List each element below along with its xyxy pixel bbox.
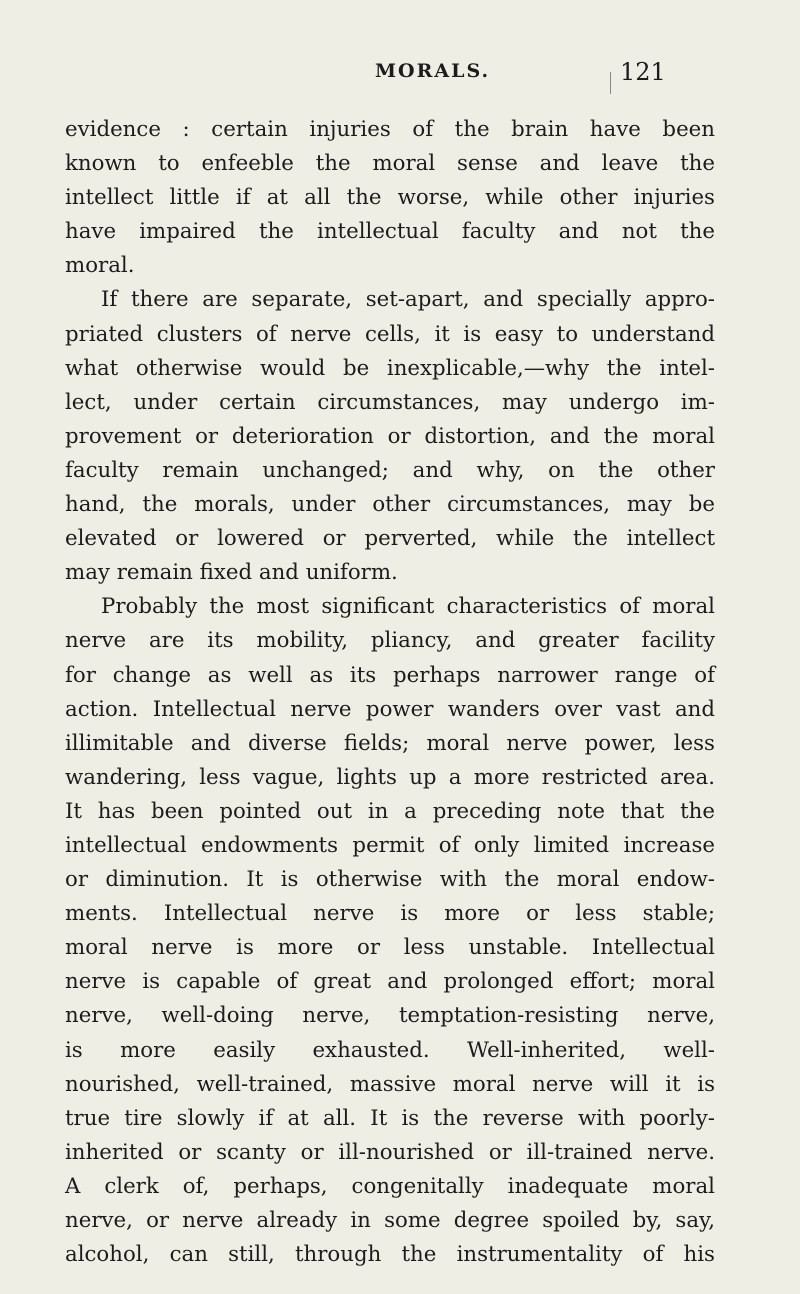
text-line: true tire slowly if at all. It is the reverse with poorly-: [65, 1105, 715, 1131]
text-line: have impaired the intellectual faculty and not the: [65, 219, 715, 245]
text-line: what otherwise would be inexplicable,—why the intel-: [65, 355, 715, 381]
text-line: nourished, well-trained, massive moral nerve will it is: [65, 1071, 715, 1097]
text-line: ments. Intellectual nerve is more or less stable;: [65, 901, 715, 927]
text-line: known to enfeeble the moral sense and leave the: [65, 151, 715, 177]
text-line: or diminution. It is otherwise with the moral endow-: [65, 867, 715, 893]
text-line: nerve, well-doing nerve, temptation-resisting nerve,: [65, 1003, 715, 1029]
text-line: intellect little if at all the worse, while other injuries: [65, 185, 715, 211]
text-line: provement or deterioration or distortion, and the moral: [65, 423, 715, 449]
text-line: moral.: [65, 253, 135, 279]
text-line: nerve is capable of great and prolonged effort; moral: [65, 969, 715, 995]
running-title: MORALS.: [375, 60, 491, 82]
text-line: If there are separate, set-apart, and specially appro-: [101, 287, 715, 313]
text-line: priated clusters of nerve cells, it is easy to understand: [65, 321, 715, 347]
body-text: [65, 113, 715, 1272]
text-line: nerve are its mobility, pliancy, and greater facility: [65, 628, 715, 654]
text-line: for change as well as its perhaps narrower range of: [65, 662, 715, 688]
text-line: alcohol, can still, through the instrumentality of his: [65, 1242, 715, 1268]
text-line: action. Intellectual nerve power wanders over vast and: [65, 696, 715, 722]
text-line: evidence : certain injuries of the brain have been: [65, 117, 715, 142]
text-line: Probably the most significant characteristics of moral: [101, 594, 715, 620]
text-line: A clerk of, perhaps, congenitally inadequate moral: [65, 1173, 715, 1199]
text-line: is more easily exhausted. Well-inherited, well-: [65, 1037, 715, 1063]
text-line: faculty remain unchanged; and why, on the other: [65, 457, 715, 483]
running-header: [65, 58, 715, 98]
text-line: elevated or lowered or perverted, while the intellect: [65, 526, 715, 552]
text-line: intellectual endowments permit of only limited increase: [65, 832, 715, 858]
text-line: hand, the morals, under other circumstances, may be: [65, 492, 715, 518]
text-line: lect, under certain circumstances, may undergo im-: [65, 389, 715, 415]
text-line: illimitable and diverse fields; moral nerve power, less: [65, 730, 715, 756]
text-line: moral nerve is more or less unstable. Intellectual: [65, 935, 715, 961]
text-line: inherited or scanty or ill-nourished or ill-trained nerve.: [65, 1139, 715, 1165]
header-print-mark: [610, 72, 611, 94]
text-line: wandering, less vague, lights up a more restricted area.: [65, 764, 715, 790]
text-line: It has been pointed out in a preceding note that the: [65, 798, 715, 824]
text-line: may remain fixed and uniform.: [65, 560, 398, 586]
text-line: nerve, or nerve already in some degree spoiled by, say,: [65, 1208, 715, 1233]
page-number: 121: [620, 58, 666, 86]
